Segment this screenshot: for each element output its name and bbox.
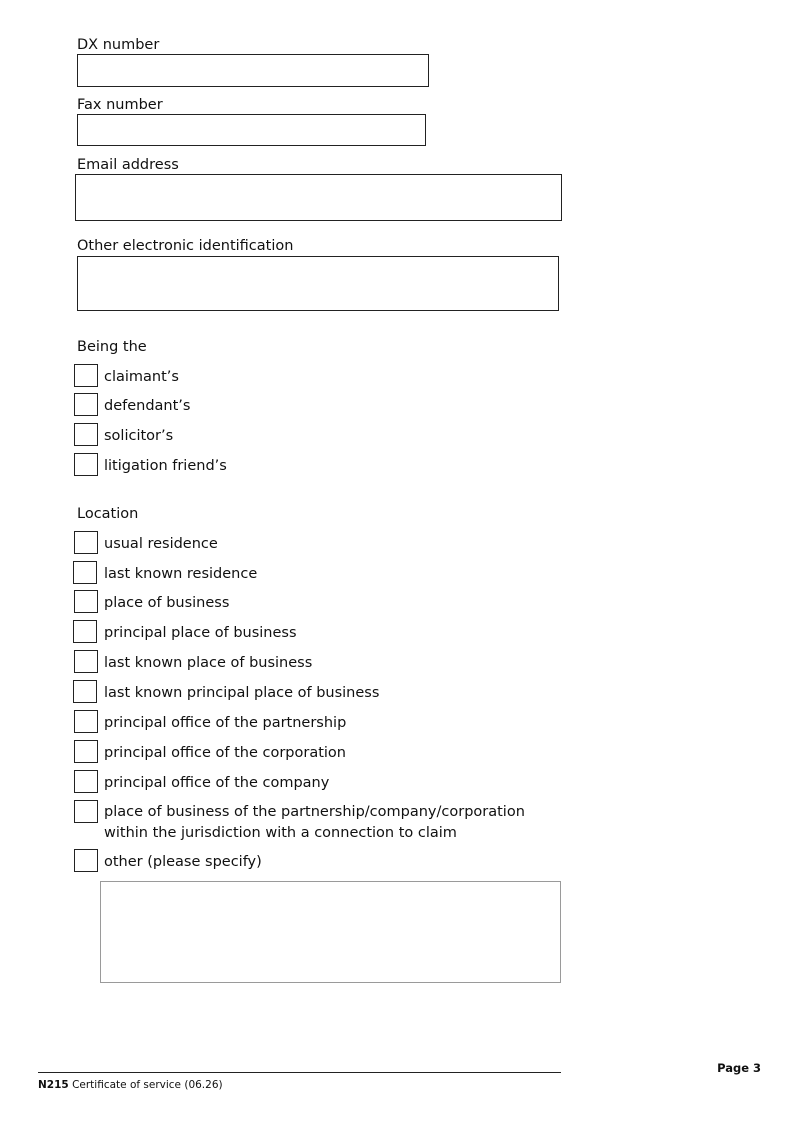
footer-form-reference: [38, 1079, 223, 1092]
dx-number-input[interactable]: [77, 54, 429, 87]
form-code: N215: [38, 1079, 69, 1091]
solicitor-label: solicitor’s: [104, 428, 174, 444]
footer-divider: [38, 1072, 561, 1073]
place-of-business-within-jurisdiction-label-line1: place of business of the partnership/company/corporation: [104, 804, 525, 820]
last-known-place-of-business-label: last known place of business: [104, 655, 313, 671]
dx-number-label: DX number: [77, 37, 160, 53]
principal-office-company-label: principal office of the company: [104, 775, 330, 791]
last-known-principal-place-of-business-label: last known principal place of business: [104, 685, 380, 701]
litigation-friend-checkbox[interactable]: [74, 453, 98, 476]
solicitor-checkbox[interactable]: [74, 423, 98, 446]
place-of-business-within-jurisdiction-label-line2: within the jurisdiction with a connection to claim: [104, 825, 457, 841]
other-electronic-id-input[interactable]: [77, 256, 559, 311]
last-known-residence-checkbox[interactable]: [73, 561, 97, 584]
last-known-residence-label: last known residence: [104, 566, 258, 582]
place-of-business-within-jurisdiction-checkbox[interactable]: [74, 800, 98, 823]
email-address-label: Email address: [77, 157, 179, 173]
other-location-checkbox[interactable]: [74, 849, 98, 872]
claimant-label: claimant’s: [104, 369, 179, 385]
principal-place-of-business-checkbox[interactable]: [73, 620, 97, 643]
fax-number-label: Fax number: [77, 97, 163, 113]
principal-place-of-business-label: principal place of business: [104, 625, 297, 641]
other-location-label: other (please specify): [104, 854, 262, 870]
form-title: Certificate of service (06.26): [72, 1079, 223, 1091]
email-address-input[interactable]: [75, 174, 562, 221]
place-of-business-label: place of business: [104, 595, 230, 611]
other-location-specify-input[interactable]: [100, 881, 561, 983]
usual-residence-checkbox[interactable]: [74, 531, 98, 554]
claimant-checkbox[interactable]: [74, 364, 98, 387]
principal-office-company-checkbox[interactable]: [74, 770, 98, 793]
location-heading: Location: [77, 506, 139, 522]
page-number: Page 3: [717, 1061, 761, 1075]
principal-office-corporation-label: principal office of the corporation: [104, 745, 346, 761]
fax-number-input[interactable]: [77, 114, 426, 146]
litigation-friend-label: litigation friend’s: [104, 458, 227, 474]
being-the-heading: Being the: [77, 339, 147, 355]
other-electronic-id-label: Other electronic identification: [77, 238, 294, 254]
defendant-checkbox[interactable]: [74, 393, 98, 416]
usual-residence-label: usual residence: [104, 536, 218, 552]
place-of-business-checkbox[interactable]: [74, 590, 98, 613]
last-known-place-of-business-checkbox[interactable]: [74, 650, 98, 673]
defendant-label: defendant’s: [104, 398, 191, 414]
principal-office-partnership-label: principal office of the partnership: [104, 715, 347, 731]
last-known-principal-place-of-business-checkbox[interactable]: [73, 680, 97, 703]
principal-office-corporation-checkbox[interactable]: [74, 740, 98, 763]
principal-office-partnership-checkbox[interactable]: [74, 710, 98, 733]
